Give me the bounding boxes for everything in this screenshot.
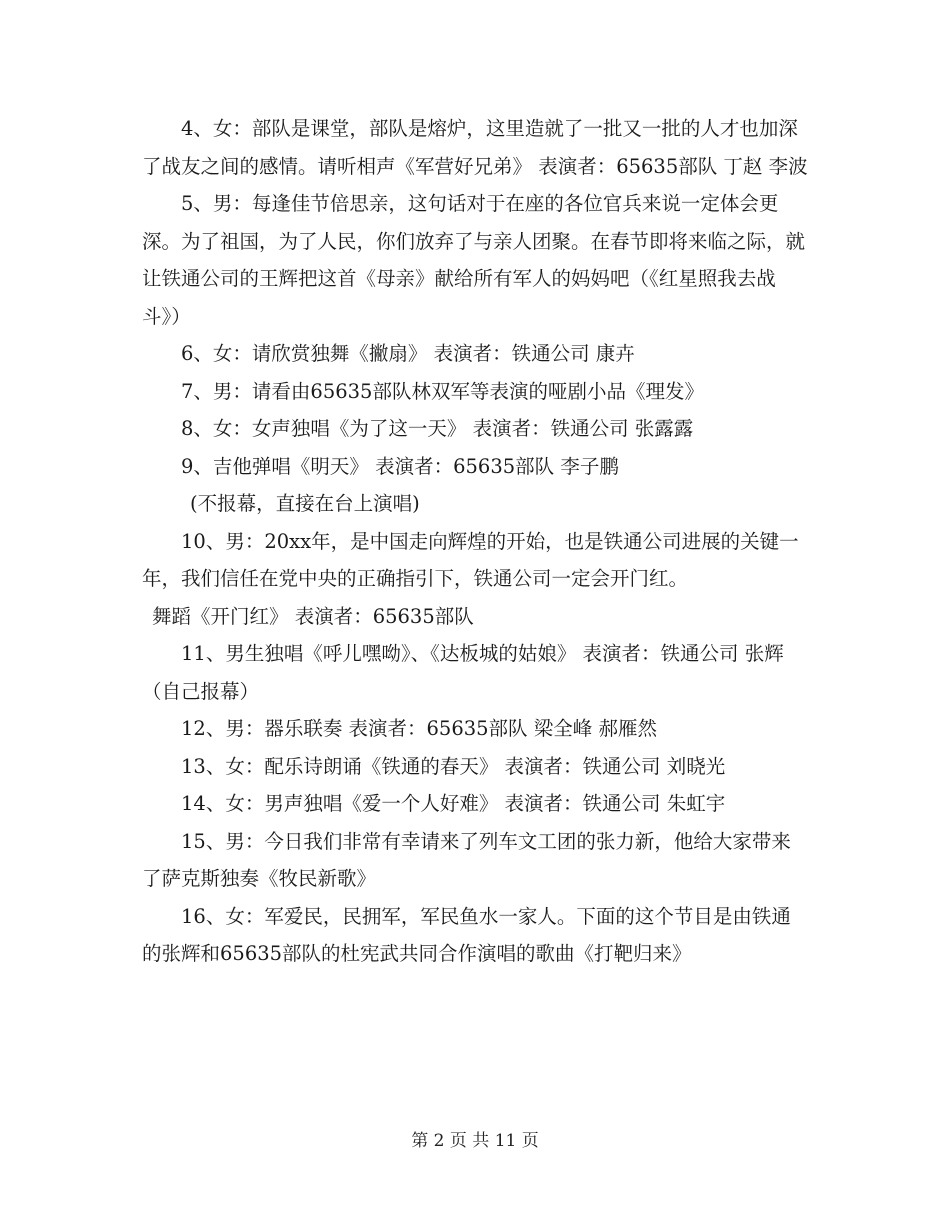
program-item-10-performer: 舞蹈《开门红》 表演者：65635部队 — [152, 604, 474, 628]
program-item-10: 10、男：20xx年，是中国走向辉煌的开始，也是铁通公司进展的关键一年，我们信任在党中央的正确指引下，铁通公司一定会开门红。 — [142, 529, 799, 590]
program-item-13: 13、女：配乐诗朗诵《铁通的春天》 表演者：铁通公司 刘晓光 — [181, 754, 726, 778]
program-item-11: 11、男生独唱《呼儿嘿呦》、《达板城的姑娘》 表演者：铁通公司 张辉（自己报幕） — [142, 642, 784, 703]
page-number-footer: 第 2 页 共 11 页 — [411, 1131, 539, 1151]
program-item-8: 8、女：女声独唱《为了这一天》 表演者：铁通公司 张露露 — [181, 417, 694, 440]
program-item-7: 7、男：请看由65635部队林双军等表演的哑剧小品《理发》 — [181, 379, 704, 403]
program-item-12: 12、男：器乐联奏 表演者：65635部队 梁全峰 郝雁然 — [181, 717, 657, 740]
program-item-9-note: (不报幕，直接在台上演唱) — [190, 492, 420, 515]
program-item-5: 5、男：每逢佳节倍思亲，这句话对于在座的各位官兵来说一定体会更深。为了祖国，为了人民，你们放弃了与亲人团聚。在春节即将来临之际，就让铁通公司的王辉把这首《母亲》献给所有军人的妈妈吧（《红星照我去战斗》） — [142, 192, 806, 328]
program-item-14: 14、女：男声独唱《爱一个人好难》 表演者：铁通公司 朱虹宇 — [181, 792, 726, 815]
program-item-6: 6、女：请欣赏独舞《撇扇》 表演者：铁通公司 康卉 — [181, 342, 635, 365]
program-item-9: 9、吉他弹唱《明天》 表演者：65635部队 李子鹏 — [181, 454, 619, 478]
document-body — [142, 110, 808, 973]
program-item-4: 4、女：部队是课堂，部队是熔炉，这里造就了一批又一批的人才也加深了战友之间的感情。请听相声《军营好兄弟》 表演者：65635部队 丁赵 李波 — [142, 117, 808, 178]
program-item-16: 16、女：军爱民，民拥军，军民鱼水一家人。下面的这个节目是由铁通的张辉和65635部队的杜宪武共同合作演唱的歌曲《打靶归来》 — [142, 904, 791, 965]
program-item-15: 15、男：今日我们非常有幸请来了列车文工团的张力新，他给大家带来了萨克斯独奏《牧民新歌》 — [142, 829, 791, 890]
